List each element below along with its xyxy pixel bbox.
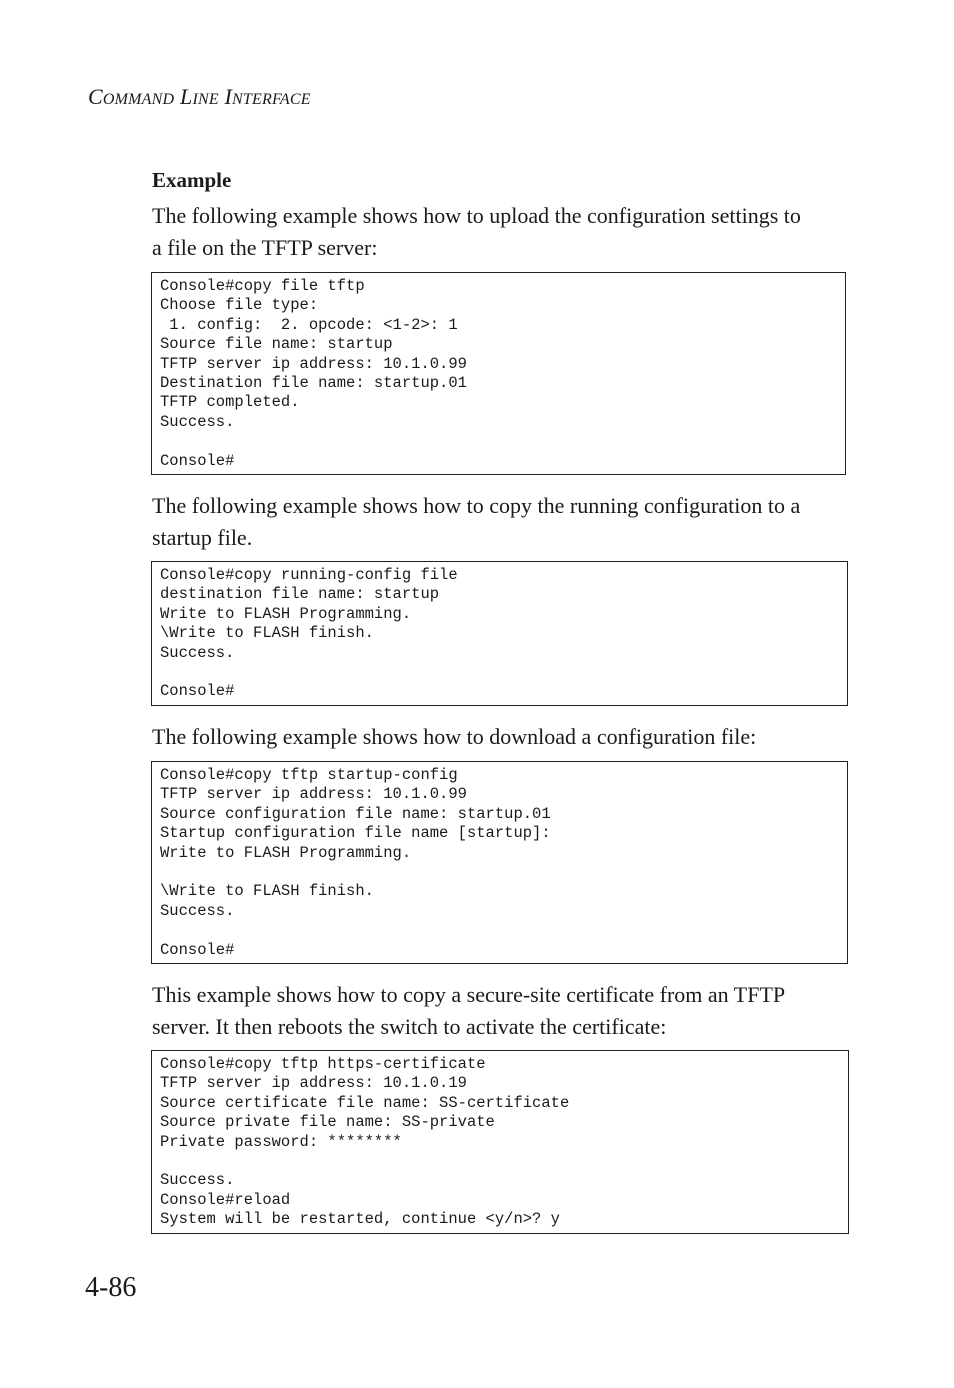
code-line: System will be restarted, continue <y/n>? y [160, 1210, 560, 1229]
code-line: Source configuration file name: startup.01 [160, 804, 551, 823]
code-line: TFTP server ip address: 10.1.0.99 [160, 354, 467, 373]
code-line: TFTP server ip address: 10.1.0.99 [160, 785, 467, 804]
code-line: Console# [160, 940, 235, 959]
running-header-part: INE [192, 91, 219, 108]
para-certificate [152, 979, 852, 1043]
code-line [160, 663, 847, 682]
para-line: a file on the TFTP server: [152, 235, 378, 260]
code-line: Private password: ******** [160, 1132, 402, 1151]
running-header-part: L [174, 84, 193, 109]
code-line: Console#copy running-config file [160, 566, 458, 584]
code-line: Source certificate file name: SS-certificate [160, 1093, 570, 1112]
section-heading: Example [152, 168, 232, 192]
running-header-part: NTERFACE [232, 91, 311, 108]
code-block-certificate [151, 1050, 849, 1234]
code-line: Console#copy file tftp [160, 277, 365, 295]
para-line: The following example shows how to copy the running configuration to a [152, 493, 801, 518]
code-line: destination file name: startup [160, 585, 440, 604]
code-line: Console#copy tftp https-certificate [160, 1055, 486, 1073]
code-line: Success. [160, 901, 235, 920]
para-upload [152, 200, 852, 264]
code-line: Startup configuration file name [startup]: [160, 824, 551, 843]
code-block-copy-running [151, 561, 848, 706]
running-header-part: OMMAND [102, 91, 175, 108]
code-line: Destination file name: startup.01 [160, 373, 467, 392]
code-block-upload [151, 272, 846, 475]
code-line: TFTP completed. [160, 393, 300, 412]
code-line [160, 1152, 848, 1171]
code-line: \Write to FLASH finish. [160, 624, 374, 643]
code-line: Console#reload [160, 1190, 291, 1209]
para-copy-running [152, 490, 852, 554]
code-line: Write to FLASH Programming. [160, 843, 412, 862]
code-line: \Write to FLASH finish. [160, 882, 374, 901]
para-line: The following example shows how to upload the configuration settings to [152, 203, 801, 228]
para-line: The following example shows how to download a configuration file: [152, 724, 757, 749]
code-line: TFTP server ip address: 10.1.0.19 [160, 1074, 467, 1093]
code-block-download [151, 761, 848, 964]
code-line: Success. [160, 643, 235, 662]
code-line: Choose file type: [160, 296, 319, 315]
para-line: This example shows how to copy a secure-site certificate from an TFTP [152, 982, 786, 1007]
running-header-part: C [88, 84, 103, 109]
code-line: Source file name: startup [160, 335, 393, 354]
code-line [160, 863, 847, 882]
code-line: Console#copy tftp startup-config [160, 766, 458, 784]
running-header [88, 84, 311, 110]
para-line: startup file. [152, 525, 253, 550]
para-line: server. It then reboots the switch to activate the certificate: [152, 1014, 667, 1039]
page-number: 4-86 [85, 1272, 137, 1303]
code-line: Console# [160, 451, 235, 470]
code-line: Success. [160, 412, 235, 431]
running-header-part: I [218, 84, 233, 109]
code-line [160, 432, 845, 451]
code-line: Console# [160, 682, 235, 701]
code-line [160, 921, 847, 940]
code-line: 1. config: 2. opcode: <1-2>: 1 [160, 315, 458, 334]
code-line: Write to FLASH Programming. [160, 604, 412, 623]
code-line: Source private file name: SS-private [160, 1113, 495, 1132]
code-line: Success. [160, 1171, 235, 1190]
para-download [152, 721, 852, 753]
